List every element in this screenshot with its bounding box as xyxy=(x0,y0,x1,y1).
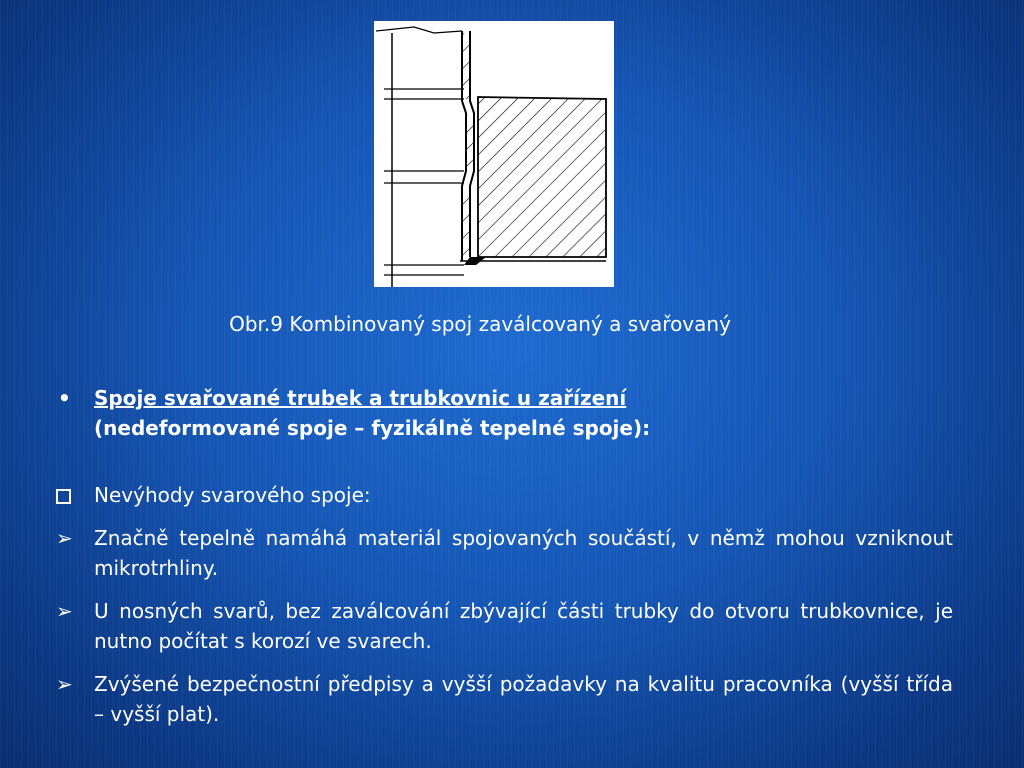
heading-text xyxy=(94,383,956,443)
figure-caption: Obr.9 Kombinovaný spoj zaválcovaný a svařovaný xyxy=(229,312,731,336)
arrow-icon: ➢ xyxy=(56,526,73,550)
heading-title: Spoje svařované trubek a trubkovnic u zařízení xyxy=(94,386,627,410)
section-heading xyxy=(56,383,956,443)
bullet-icon: • xyxy=(58,386,71,410)
weld-joint-figure xyxy=(374,21,614,287)
list-item: ➢ U nosných svarů, bez zaválcování zbývající části trubky do otvoru trubkovnice, je nutno počítat s korozí ve svarech. xyxy=(56,596,953,656)
checkbox-icon xyxy=(56,480,86,510)
disadvantages-list xyxy=(56,480,953,729)
arrow-icon: ➢ xyxy=(56,599,73,623)
weld-joint-drawing xyxy=(374,21,614,287)
heading-subtitle: (nedeformované spoje – fyzikálně tepelné spoje): xyxy=(94,416,651,440)
arrow-icon: ➢ xyxy=(56,672,73,696)
list-item: ➢ Zvýšené bezpečnostní předpisy a vyšší požadavky na kvalitu pracovníka (vyšší třída – vyšší plat). xyxy=(56,669,953,729)
list-section-label: Nevýhody svarového spoje: xyxy=(56,480,953,510)
list-item: ➢ Značně tepelně namáhá materiál spojovaných součástí, v němž mohou vzniknout mikrotrhliny. xyxy=(56,523,953,583)
